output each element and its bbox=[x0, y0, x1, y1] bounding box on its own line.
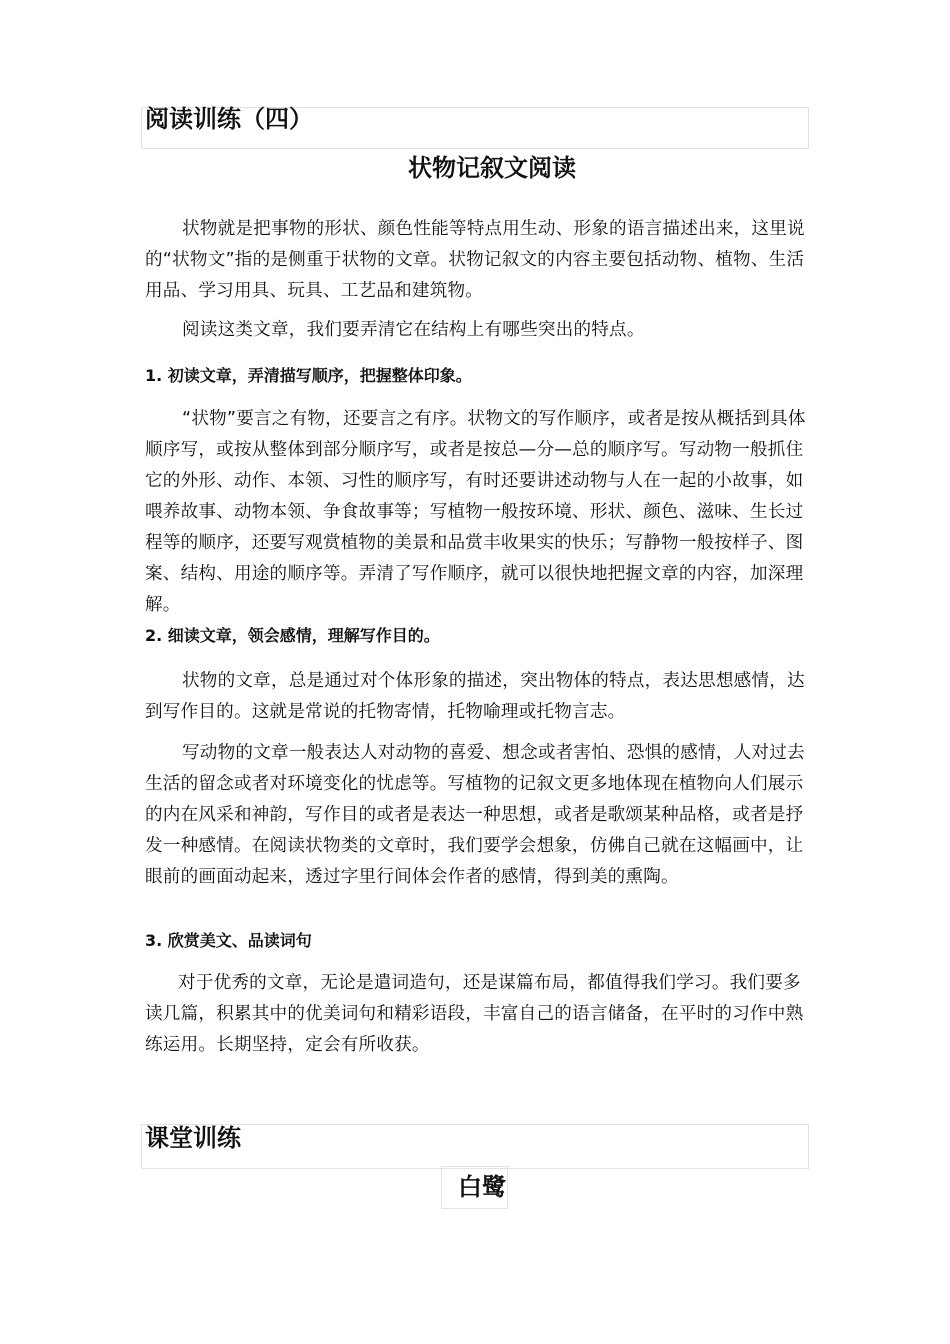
point-1-heading: 1. 初读文章，弄清描写顺序，把握整体印象。 bbox=[145, 366, 472, 385]
intro-paragraph-2: 阅读这类文章，我们要弄清它在结构上有哪些突出的特点。 bbox=[182, 320, 645, 340]
point-2-heading: 2. 细读文章，领会感情，理解写作目的。 bbox=[145, 626, 440, 645]
point-1-paragraph: “状物”要言之有物，还要言之有序。状物文的写作顺序，或者是按从概括到具体顺序写，或按从整体到部分顺序写，或者是按总—分—总的顺序写。写动物一般抓住它的外形、动作、本领、习性的顺序写，有时还要讲述动物与人在一起的小故事，如喂养故事、动物本领、争食故事等；写植物一般按环境、形状、颜色、滋味、生长过程等的顺序，还要写观赏植物的美景和品赏丰收果实的快乐；写静物一般按样子、图案、结构、用途的顺序等。弄清了写作顺序，就可以很快地把握文章的内容，加深理解。 bbox=[145, 409, 806, 615]
point-2-paragraph: 状物的文章，总是通过对个体形象的描述，突出物体的特点，表达思想感情，达到写作目的。这就是常说的托物寄情，托物喻理或托物言志。 bbox=[145, 671, 805, 722]
section-2-title: 白鹭 bbox=[458, 1173, 506, 1201]
section-heading: 阅读训练（四） bbox=[145, 105, 313, 133]
point-2-paragraph-2: 写动物的文章一般表达人对动物的喜爱、想念或者害怕、恐惧的感情，人对过去生活的留念或者对环境变化的忧虑等。写植物的记叙文更多地体现在植物向人们展示的内在风采和神韵，写作目的或者是表达一种思想，或者是歌颂某种品格，或者是抒发一种感情。在阅读状物类的文章时，我们要学会想象，仿佛自己就在这幅画中，让眼前的画面动起来，透过字里行间体会作者的感情，得到美的熏陶。 bbox=[145, 743, 805, 887]
point-3-heading: 3. 欣赏美文、品读词句 bbox=[145, 931, 312, 950]
point-3-paragraph: 对于优秀的文章，无论是遣词造句，还是谋篇布局，都值得我们学习。我们要多读几篇，积累其中的优美词句和精彩语段，丰富自己的语言储备，在平时的习作中熟练运用。长期坚持，定会有所收获。 bbox=[145, 973, 804, 1055]
page-title: 状物记叙文阅读 bbox=[408, 154, 576, 182]
intro-paragraph: 状物就是把事物的形状、颜色性能等特点用生动、形象的语言描述出来，这里说的“状物文”指的是侧重于状物的文章。状物记叙文的内容主要包括动物、植物、生活用品、学习用具、玩具、工艺品和建筑物。 bbox=[145, 219, 805, 301]
section-2-heading-box bbox=[141, 1124, 809, 1169]
section-2-heading: 课堂训练 bbox=[145, 1124, 241, 1152]
